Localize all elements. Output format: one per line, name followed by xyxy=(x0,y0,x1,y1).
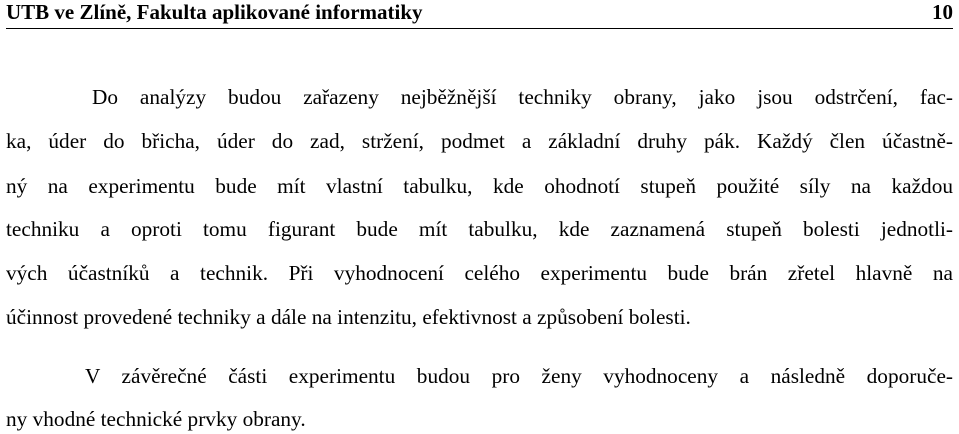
paragraph-line: ka, úder do břicha, úder do zad, stržení, podmet a základní druhy pák. Každý člen účastně- xyxy=(6,129,953,153)
paragraph-line: V závěrečné části experimentu budou pro ženy vyhodnoceny a následně doporuče- xyxy=(85,364,953,388)
paragraph-line: ny vhodné technické prvky obrany. xyxy=(6,407,306,431)
paragraph-line: Do analýzy budou zařazeny nejběžnější techniky obrany, jako jsou odstrčení, fac- xyxy=(92,85,953,109)
paragraph-line: ný na experimentu bude mít vlastní tabulku, kde ohodnotí stupeň použité síly na každou xyxy=(6,174,953,198)
paragraph-line: vých účastníků a technik. Při vyhodnocení celého experimentu bude brán zřetel hlavně na xyxy=(6,261,953,285)
paragraph-line: techniku a oproti tomu figurant bude mít tabulku, kde zaznamená stupeň bolesti jednotli- xyxy=(6,217,953,241)
page-number: 10 xyxy=(932,0,953,24)
page-header xyxy=(6,0,953,29)
paragraph-line: účinnost provedené techniky a dále na intenzitu, efektivnost a způsobení bolesti. xyxy=(6,305,691,329)
header-title: UTB ve Zlíně, Fakulta aplikované informatiky xyxy=(6,0,423,24)
